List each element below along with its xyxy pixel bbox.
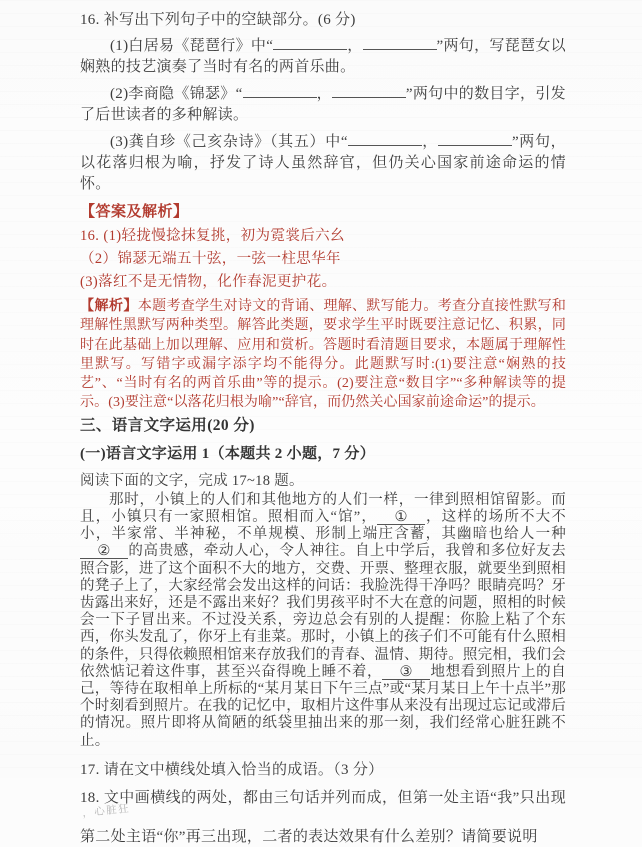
- question-18-line2: 第二处主语“你”再三出现，二者的表达效果有什么差别？请简要说明: [80, 828, 538, 845]
- passage-seg-2: ，这样的场所不大不小，半家常、半神秘，不单规模、形制上端庄含蓄，其幽暗也给人一种: [80, 508, 566, 543]
- passage-blank-3: ③: [382, 665, 430, 680]
- answer-line-1: 16. (1)轻拢慢捻抹复挑，初为霓裳后六幺: [80, 228, 345, 244]
- item-2-text-pre: (2)李商隐《锦瑟》“: [110, 86, 243, 102]
- question-16-item-2: [80, 84, 566, 126]
- question-16-item-1: [80, 36, 566, 78]
- item-3-text-post: ”两句，以花落归根为喻，抒发了诗人虽然辞官，但仍关心国家前途命运的情怀。: [80, 134, 566, 192]
- question-17: 17. 请在文中横线处填入恰当的成语。（3 分）: [80, 761, 384, 778]
- answer-blank: [363, 37, 437, 50]
- page-content: [80, 10, 566, 847]
- item-1-text-post: ”两句，写琵琶女以娴熟的技艺演奏了当时有名的两首乐曲。: [80, 38, 566, 75]
- item-2-text-post: ”两句中的数目字，引发了后世读者的多种解读。: [80, 86, 566, 123]
- passage-seg-3: 的高贵感，牵动人心，令人神往。自上中学后，我曾和多位好友去照合影，进了这个面积不大的地方，交费、开票、整理衣服，就要坐到照相的凳子上了，大家经常会发出这样的问话：我脸洗得干净吗？眼睛亮吗？牙齿露出来好，还是不露出来好？我们男孩平时不大在意的问题，照相的时候会一下子冒出来。不过没关系，旁边总会有别的人提醒：你脸上粘了个东西，你头发乱了，你牙上有韭菜。那时，小镇上的孩子们不可能有什么照相的条件，只得依赖照相馆来存放我们的青春、温情、期待。照完相，我们会依然惦记着这件事，甚至兴奋得晚上睡不着，: [80, 543, 566, 680]
- question-18: [80, 789, 566, 847]
- subsection-1-title: (一)语言文字运用 1（本题共 2 小题，7 分）: [80, 445, 375, 462]
- answer-blank: [438, 133, 512, 146]
- analysis-label: 【解析】: [80, 299, 138, 314]
- item-3-text-mid: ，: [421, 134, 438, 150]
- answer-blank: [243, 85, 317, 98]
- answer-blank: [332, 85, 406, 98]
- passage-blank-1: ①: [377, 510, 425, 525]
- item-2-text-mid: ，: [316, 86, 332, 102]
- answers-section-header: 【答案及解析】: [80, 204, 189, 220]
- ghost-artifact-text: ，心脏狂: [81, 803, 131, 820]
- analysis-paragraph: [80, 297, 566, 413]
- item-1-text-mid: ，: [347, 38, 363, 54]
- question-16-item-3: [80, 132, 566, 195]
- reading-passage: [80, 492, 566, 750]
- reading-instruction: 阅读下面的文字，完成 17~18 题。: [80, 472, 304, 489]
- item-3-text-pre: (3)龚自珍《己亥杂诗》（其五）中“: [110, 134, 348, 150]
- section-3-title: 三、语言文字运用(20 分): [80, 416, 255, 434]
- question-18-line1: 18. 文中画横线的两处，都由三句话并列而成，但第一处主语“我”只出现: [80, 789, 566, 806]
- question-16-header: 16. 补写出下列句子中的空缺部分。(6 分): [80, 12, 356, 28]
- item-1-text-pre: (1)白居易《琵琶行》中“: [110, 38, 274, 54]
- answer-line-3: (3)落红不是无情物，化作春泥更护花。: [80, 274, 337, 290]
- passage-seg-4: 地想看到照片上的自己，等待在取相单上所标的“某月某日下午三点”或“某月某日上午十点半”那个时刻看到照片。在我的记忆中，取相片这件事从来没有出现过忘记或滞后的情况。照片即将从简陋的纸袋里抽出来的那一刻，我们经常心脏狂跳不止。: [80, 663, 566, 749]
- analysis-text: 本题考查学生对诗文的背诵、理解、默写能力。考查分直接性默写和理解性黑默写两种类型。解答此类题，要求学生平时既要注意记忆、积累，同时在此基础上加以理解、应用和赏析。答题时看清题目要求，本题属于理解性里默写。写错字或漏字添字均不能得分。此题默写时:(1)要注意“娴熟的技艺”、“当时有名的两首乐曲”等的提示。(2)要注意“数目字”“多种解读等的提示。(3)要注意“以落花归根为喻”“辞官，而仍然关心国家前途命运”的提示。: [80, 299, 566, 411]
- passage-seg-1: 那时，小镇上的人们和其他地方的人们一样，一律到照相馆留影。而且，小镇只有一家照相馆。照相而入“馆”，: [80, 491, 566, 525]
- answer-line-2: （2）锦瑟无端五十弦，一弦一柱思华年: [80, 251, 341, 267]
- answer-blank: [273, 37, 347, 50]
- answer-blank: [348, 133, 422, 146]
- passage-blank-2: ②: [80, 544, 128, 559]
